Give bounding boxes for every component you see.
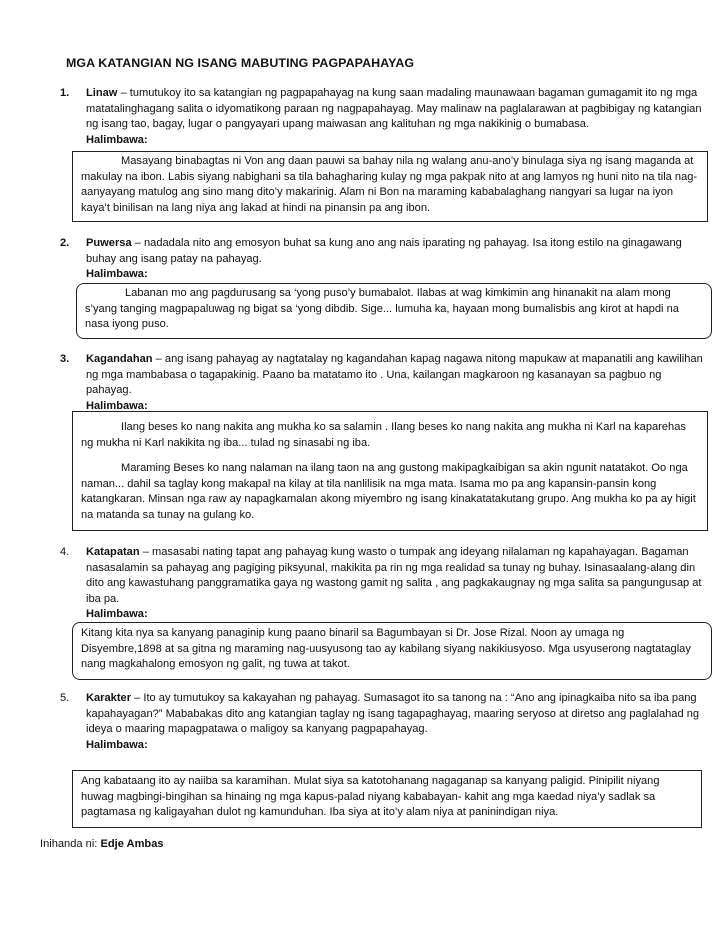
item-number: 2. [60,237,70,249]
list-item [60,545,710,623]
example-text: Ilang beses ko nang nakita ang mukha ko sa salamin . Ilang beses ko nang nakita ang mukha ni Karl na kaparehas ng mukha ni Karl nakikita ng iba... tulad ng sinasabi ng iba. [81,421,686,449]
example-box [76,283,712,339]
item-term: Linaw [86,87,118,99]
example-box [72,622,712,680]
item-term: Katapatan [86,546,140,558]
item-number: 5. [60,692,70,704]
list-item [60,352,710,414]
item-number: 3. [60,353,70,365]
example-text: Kitang kita nya sa kanyang panaginip kung paano binaril sa Bagumbayan si Dr. Jose Rizal. Noon ay umaga ng Disyembre,1898 at sa gitna ng maraming nag-uusyusong tao ay kabilang siyang nakikiusyoso. Mga usyuserong nagtataglay nang magkahalong emosyon ng galit, ng tuwa at takot. [81,627,691,671]
halimbawa-label: Halimbawa: [86,738,148,751]
item-definition: – tumutukoy ito sa katangian ng pagpapahayag na kung saan madaling maunawaan bagaman gumagamit ito ng mga matatalinghagang salita o idyomatikong paraan ng nagpapahayag. May malinaw na paglalarawan at pagbibigay ng katangian ng isang tao, bagay, lugar o pangyayari upang maiwasan ang kalituhan ng mga nakikinig o bumabasa. [86,87,702,131]
footer-label: Inihanda ni: [40,838,101,850]
document-title: MGA KATANGIAN NG ISANG MABUTING PAGPAPAHAYAG [66,56,415,70]
example-text: Masayang binabagtas ni Von ang daan pauwi sa bahay nila ng walang anu-ano’y binulaga siya ng isang maganda at makulay na ibon. Labis siyang nabighani sa tila bahagharing kulay ng mga pakpak nito at ang lamyos ng huni nito na tila nag-aanyayang matulog ang sino mang dito’y makarinig. Alam ni Bon na maraming kababalaghang nangyari sa lugar na iyon kaya’t binilisan na lang niya ang lakad at hindi na pinansin pa ang ibon. [81,155,698,214]
example-text: Labanan mo ang pagdurusang sa ‘yong puso’y bumabalot. Ilabas at wag kimkimin ang hinanakit na alam mong s’yang tanging magpapaluwag ng bigat sa ‘yong dibdib. Sige... lumuha ka, hayaan mong bumalisbis ang kirot at hapdi na nasa iyong puso. [85,287,679,331]
halimbawa-label: Halimbawa: [86,399,148,412]
example-box [72,770,702,828]
item-term: Kagandahan [86,353,153,365]
example-text: Ang kabataang ito ay naiiba sa karamihan. Mulat siya sa katotohanang nagaganap sa kanyang paligid. Pinipilit niyang huwag magbingi-bingihan sa hinaing ng mga kapus-palad niyang kababayan- kahit ang mga kaedad niya’y sadlak sa pagtamasa ng kaligayahan dulot ng kamunduhan. Iba siya at ito’y alam niya at paninindigan niya. [81,775,660,819]
halimbawa-label: Halimbawa: [86,608,148,621]
list-item [60,86,710,148]
example-text: Maraming Beses ko nang nalaman na ilang taon na ang gustong makipagkaibigan sa akin ngunit natatakot. Oo nga naman... dahil sa taglay kong makapal na kilay at tila nanlilisik na mga mata. Isama mo pa ang kapansin-pansin kong katangkaran. Minsan nga raw ay napagkamalan akong miyembro ng isang kinakatatakutang grupo. Ang mukha ko pa ay higit na matanda sa tunay na gulang ko. [81,462,696,521]
item-term: Puwersa [86,237,132,249]
list-item [60,691,710,753]
halimbawa-label: Halimbawa: [86,133,148,146]
footer-credit [40,837,164,853]
item-term: Karakter [86,692,132,704]
item-number: 4. [60,546,70,558]
item-definition: – masasabi nating tapat ang pahayag kung wasto o tumpak ang ideyang nilalaman ng kapahayagan. Bagaman nasasalamin sa pahayag ang pagiging piksyunal, makikita pa rin ng mga realidad sa tunay ng buhay. Isinasaalang-alang din dito ang kawastuhang panggramatika gaya ng wastong gamit ng salita , ang pagkakaugnay ng mga salita sa pangungusap at iba pa. [86,546,702,605]
footer-author: Edje Ambas [100,838,164,850]
example-box [72,151,708,222]
item-definition: – Ito ay tumutukoy sa kakayahan ng pahayag. Sumasagot ito sa tanong na : “Ano ang ipinagkaiba nito sa iba pang kapahayagan?” Mababakas dito ang katangian taglay ng isang tagapaghayag, maaring seryoso at diretso ang paglalahad ng ideya o maaring mapagpatawa o maligoy sa kanyang pagpapahayag. [86,692,700,736]
item-definition: – ang isang pahayag ay nagtatalay ng kagandahan kapag nagawa nitong mapukaw at mapanatili ang kawilihan ng mga mambabasa o tagapakinig. Paano ba matatamo ito . Una, kailangan magkaroon ng kasanayan sa pagbuo ng pahayag. [86,353,703,397]
item-definition: – nadadala nito ang emosyon buhat sa kung ano ang nais iparating ng pahayag. Isa itong estilo na ginagawang buhay ang isang patay na pahayag. [86,237,682,265]
item-number: 1. [60,87,70,99]
example-box [72,411,708,531]
halimbawa-label: Halimbawa: [86,268,148,281]
list-item [60,236,710,283]
